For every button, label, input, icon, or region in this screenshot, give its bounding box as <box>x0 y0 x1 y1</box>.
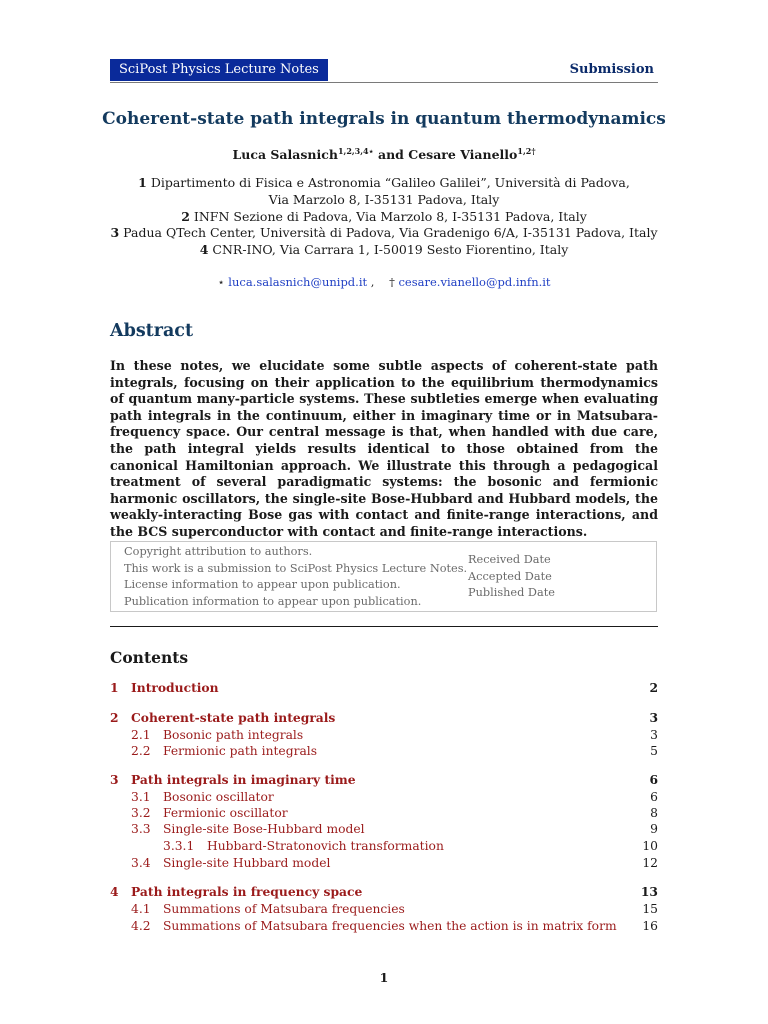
affiliation-number: 1 <box>138 175 147 190</box>
toc-page: 12 <box>642 856 658 870</box>
toc-number: 4 <box>110 884 119 899</box>
toc-entry[interactable] <box>110 918 658 934</box>
toc-entry[interactable] <box>110 855 658 871</box>
author-name: Cesare Vianello <box>408 147 518 163</box>
toc-number: 3.3.1 <box>163 839 195 853</box>
affiliation-number: 2 <box>181 208 190 224</box>
toc-number: 3.4 <box>131 856 151 870</box>
abstract-heading: Abstract <box>110 321 194 341</box>
affiliation-text: INFN Sezione di Padova, Via Marzolo 8, I-35131 Padova, Italy <box>193 208 587 224</box>
toc-title[interactable]: Single-site Bose-Hubbard model <box>163 822 365 836</box>
abstract-text: In these notes, we elucidate some subtle aspects of coherent-state path integrals, focusing on their application to the equilibrium thermodynamics of quantum many-particle systems. These subtleties emerge when evaluating path integrals in the continuum, either in imaginary time or in Matsubara-frequency space. Our central message is that, when handled with due care, the path integral yields results identical to those obtained from the canonical Hamiltonian approach. We illustrate this through a pedagogical treatment of several paradigmatic systems: the bosonic and fermionic harmonic oscillators, the single-site Bose-Hubbard and Hubbard models, the weakly-interacting Bose gas with contact and finite-range interactions, and the BCS superconductor with contact and finite-range interactions. <box>110 358 658 539</box>
affiliation-number: 3 <box>110 225 120 241</box>
submission-line: This work is a submission to SciPost Physics Lecture Notes. <box>124 561 468 575</box>
toc-number: 3.2 <box>131 806 151 820</box>
toc-title[interactable]: Bosonic path integrals <box>163 728 304 742</box>
author-affiliation-marks: 1,2,3,4⋆ <box>337 146 374 156</box>
author-name: Luca Salasnich <box>232 147 338 163</box>
toc-entry[interactable] <box>110 727 658 743</box>
published-date: Published Date <box>468 586 555 599</box>
toc-page: 8 <box>650 806 658 820</box>
affiliations <box>0 175 768 259</box>
contents-heading: Contents <box>110 648 189 667</box>
section-divider <box>110 626 658 627</box>
affiliation-line <box>0 192 768 209</box>
star-symbol: ⋆ <box>217 275 225 289</box>
info-left-column <box>124 544 467 610</box>
affiliation-line <box>0 209 768 226</box>
toc-title[interactable]: Coherent-state path integrals <box>131 710 336 725</box>
toc-entry[interactable] <box>110 884 658 900</box>
toc-number: 3.1 <box>131 790 151 804</box>
toc-page: 6 <box>649 772 658 787</box>
affiliation-text: CNR-INO, Via Carrara 1, I-50019 Sesto Fiorentino, Italy <box>212 242 569 258</box>
toc-title[interactable]: Bosonic oscillator <box>163 790 274 804</box>
toc-page: 2 <box>649 680 658 695</box>
author-emails <box>0 275 768 289</box>
toc-number: 2.1 <box>131 728 151 742</box>
toc-page: 5 <box>650 744 658 758</box>
dagger-symbol: † <box>389 275 395 289</box>
toc-entry[interactable] <box>110 772 658 788</box>
toc-entry[interactable] <box>110 821 658 837</box>
toc-page: 9 <box>650 822 658 836</box>
affiliation-text: Padua QTech Center, Università di Padova, Via Gradenigo 6/A, I-35131 Padova, Italy <box>123 225 658 241</box>
toc-number: 2 <box>110 710 119 725</box>
toc-title[interactable]: Introduction <box>131 680 219 695</box>
toc-title[interactable]: Single-site Hubbard model <box>163 856 331 870</box>
email-link-salasnich[interactable]: luca.salasnich@unipd.it <box>228 275 368 289</box>
affiliation-text: Dipartimento di Fisica e Astronomia “Galileo Galilei”, Università di Padova, <box>150 175 630 190</box>
paper-title: Coherent-state path integrals in quantum thermodynamics <box>102 109 666 129</box>
affiliation-line <box>0 225 768 242</box>
author-affiliation-marks: 1,2† <box>517 146 536 156</box>
toc-title[interactable]: Path integrals in imaginary time <box>131 772 356 787</box>
toc-page: 3 <box>649 710 658 725</box>
email-separator: , <box>370 275 375 289</box>
toc-entry[interactable] <box>110 838 658 854</box>
toc-number: 3.3 <box>131 822 151 836</box>
toc-title[interactable]: Summations of Matsubara frequencies when the action is in matrix form <box>163 919 617 933</box>
toc-title[interactable]: Fermionic oscillator <box>163 806 288 820</box>
page-number: 1 <box>379 970 389 985</box>
author-conjunction: and <box>377 147 404 163</box>
toc-entry[interactable] <box>110 743 658 759</box>
toc-entry[interactable] <box>110 789 658 805</box>
affiliation-text: Via Marzolo 8, I-35131 Padova, Italy <box>268 191 500 207</box>
toc-number: 4.2 <box>131 919 151 933</box>
author-line <box>0 146 768 162</box>
toc-entry[interactable] <box>110 680 658 696</box>
toc-page: 6 <box>650 790 658 804</box>
toc-title[interactable]: Fermionic path integrals <box>163 744 318 758</box>
copyright-line: Copyright attribution to authors. <box>124 545 313 558</box>
toc-number: 2.2 <box>131 744 151 758</box>
journal-name: SciPost Physics Lecture Notes <box>110 59 328 81</box>
affiliation-line <box>0 242 768 259</box>
toc-entry[interactable] <box>110 901 658 917</box>
publication-line: Publication information to appear upon publication. <box>124 594 422 608</box>
accepted-date: Accepted Date <box>468 569 552 583</box>
license-line: License information to appear upon publication. <box>124 578 401 591</box>
toc-page: 10 <box>642 839 658 853</box>
toc-title[interactable]: Summations of Matsubara frequencies <box>163 902 405 916</box>
toc-number: 4.1 <box>131 902 151 916</box>
toc-entry[interactable] <box>110 805 658 821</box>
toc-page: 13 <box>640 884 658 899</box>
toc-entry[interactable] <box>110 710 658 726</box>
publication-info-box <box>110 541 657 612</box>
toc-number: 1 <box>110 680 119 695</box>
toc-number: 3 <box>110 772 119 787</box>
toc-page: 15 <box>642 902 658 916</box>
info-right-column <box>468 552 555 602</box>
received-date: Received Date <box>468 553 551 566</box>
toc-page: 16 <box>642 919 658 933</box>
email-link-vianello[interactable]: cesare.vianello@pd.infn.it <box>398 275 551 289</box>
toc-page: 3 <box>650 728 658 742</box>
submission-label: Submission <box>569 62 654 77</box>
affiliation-line <box>0 175 768 192</box>
toc-title[interactable]: Path integrals in frequency space <box>131 884 363 899</box>
affiliation-number: 4 <box>199 242 209 258</box>
journal-header <box>110 59 658 83</box>
toc-title[interactable]: Hubbard-Stratonovich transformation <box>207 839 444 853</box>
